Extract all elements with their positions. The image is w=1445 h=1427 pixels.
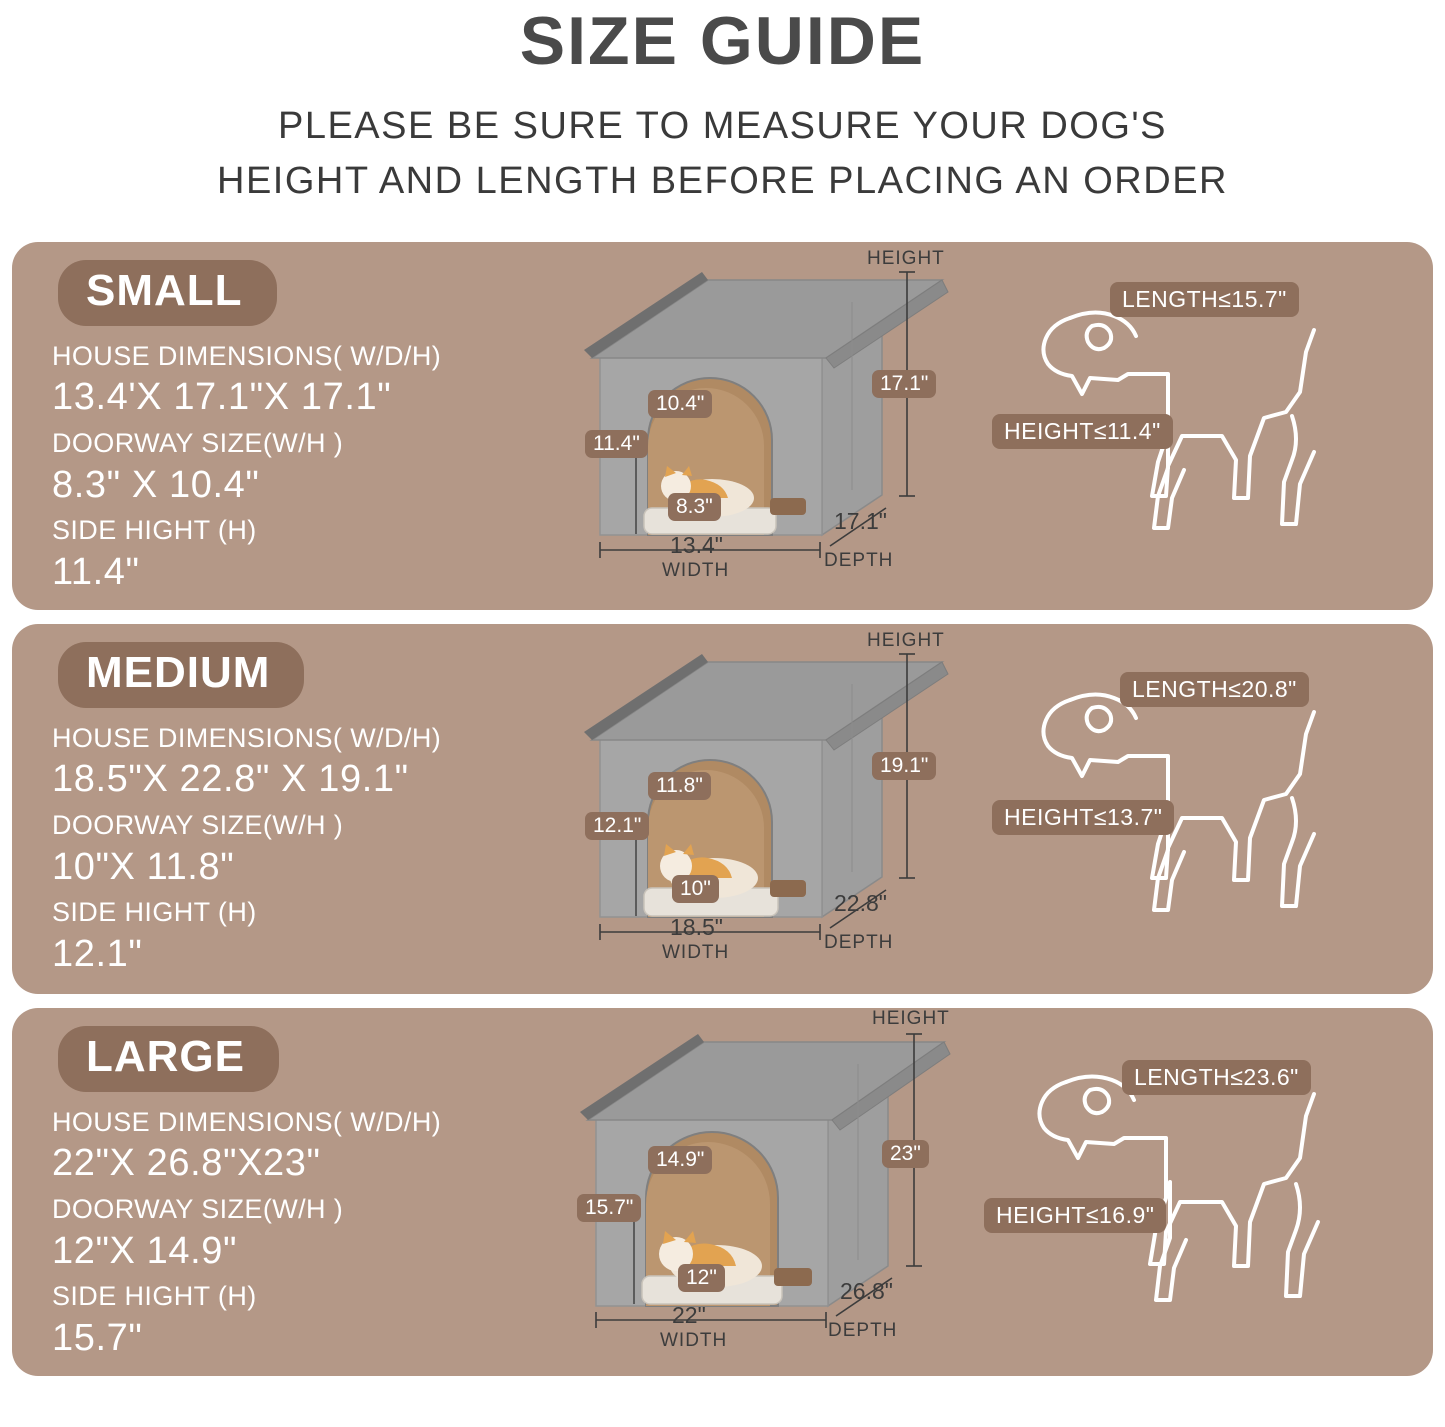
dog-illustration-medium <box>992 638 1412 978</box>
size-panel-small <box>12 242 1433 610</box>
dog-ear <box>1087 324 1111 348</box>
dog-outline <box>1039 1082 1314 1266</box>
width-axis-label-large: WIDTH <box>660 1329 728 1351</box>
house-illustration-large <box>552 1007 982 1366</box>
house-svg-large <box>552 1016 982 1356</box>
house-illustration-small <box>552 247 982 600</box>
doorway-size-label-large: DOORWAY SIZE(W/H ) <box>52 1193 344 1224</box>
spec-block-small <box>52 260 532 596</box>
depth-value-medium: 22.8" <box>834 889 887 916</box>
side-hight-value-medium: 12.1" <box>52 933 143 976</box>
header <box>0 0 1445 210</box>
dog-length-badge-small: LENGTH≤15.7" <box>1110 282 1299 317</box>
house-svg-small <box>552 247 982 590</box>
brand-tag <box>774 1268 812 1286</box>
height-value-small: 17.1" <box>872 370 936 398</box>
door-height-value-large: 14.9" <box>648 1146 712 1174</box>
side-height-value-small: 11.4" <box>585 430 648 458</box>
size-name-badge-small: SMALL <box>58 260 277 326</box>
side-height-value-medium: 12.1" <box>585 812 649 840</box>
dog-leg-rear <box>1286 1184 1318 1296</box>
spec-block-medium <box>52 642 532 978</box>
width-axis-label-medium: WIDTH <box>662 941 730 963</box>
side-hight-label-medium: SIDE HIGHT (H) <box>52 897 257 928</box>
width-axis-label-small: WIDTH <box>662 559 730 581</box>
depth-value-small: 17.1" <box>834 507 887 534</box>
size-panel-large <box>12 1008 1433 1376</box>
dog-height-badge-medium: HEIGHT≤13.7" <box>992 800 1174 835</box>
side-height-value-large: 15.7" <box>577 1194 641 1222</box>
spec-block-large <box>52 1026 532 1362</box>
house-dimensions-label-large: HOUSE DIMENSIONS( W/D/H) <box>52 1106 442 1137</box>
side-hight-label-large: SIDE HIGHT (H) <box>52 1281 257 1312</box>
doorway-size-value-medium: 10"X 11.8" <box>52 845 235 888</box>
dog-leg-rear <box>1282 798 1314 906</box>
side-hight-value-small: 11.4" <box>52 551 140 594</box>
width-value-small: 13.4" <box>670 531 723 558</box>
dog-length-badge-large: LENGTH≤23.6" <box>1122 1060 1311 1095</box>
house-illustration-medium <box>552 629 982 982</box>
page-title: SIZE GUIDE <box>519 3 926 79</box>
doorway-size-label-small: DOORWAY SIZE(W/H ) <box>52 427 344 458</box>
dog-length-badge-medium: LENGTH≤20.8" <box>1120 672 1309 707</box>
subtitle-line-1: PLEASE BE SURE TO MEASURE YOUR DOG'S <box>277 105 1168 148</box>
depth-value-large: 26.8" <box>840 1277 893 1304</box>
width-value-large: 22" <box>672 1301 706 1328</box>
brand-tag <box>770 498 806 515</box>
height-axis-label-small: HEIGHT <box>867 247 945 269</box>
subtitle-line-2: HEIGHT AND LENGTH BEFORE PLACING AN ORDER <box>217 160 1228 203</box>
depth-axis-label-medium: DEPTH <box>824 931 894 953</box>
dog-illustration-small <box>992 256 1412 596</box>
width-value-medium: 18.5" <box>670 913 723 940</box>
height-axis-label-large: HEIGHT <box>872 1007 950 1029</box>
size-name-badge-medium: MEDIUM <box>58 642 304 708</box>
house-dimensions-label-medium: HOUSE DIMENSIONS( W/D/H) <box>52 722 442 753</box>
doorway-size-value-small: 8.3" X 10.4" <box>52 463 260 506</box>
depth-axis-label-small: DEPTH <box>824 549 894 571</box>
dog-illustration-large <box>992 1022 1412 1362</box>
door-height-value-small: 10.4" <box>648 390 712 418</box>
dog-ear <box>1087 706 1111 730</box>
brand-tag <box>770 880 806 897</box>
dog-outline <box>1043 318 1314 498</box>
height-value-large: 23" <box>882 1140 929 1168</box>
house-dimensions-label-small: HOUSE DIMENSIONS( W/D/H) <box>52 340 442 371</box>
size-panel-medium <box>12 624 1433 994</box>
depth-axis-label-large: DEPTH <box>828 1319 898 1341</box>
dog-outline <box>1043 700 1314 880</box>
door-width-value-small: 8.3" <box>668 493 721 521</box>
door-width-value-large: 12" <box>678 1264 725 1292</box>
house-dimensions-value-small: 13.4'X 17.1"X 17.1" <box>52 376 392 419</box>
dog-height-badge-small: HEIGHT≤11.4" <box>992 414 1173 449</box>
door-height-value-medium: 11.8" <box>648 772 711 800</box>
house-dimensions-value-large: 22"X 26.8"X23" <box>52 1142 321 1185</box>
dog-ear <box>1085 1088 1109 1112</box>
dog-height-badge-large: HEIGHT≤16.9" <box>984 1198 1166 1233</box>
dog-leg-rear <box>1282 416 1314 524</box>
door-width-value-medium: 10" <box>672 875 719 903</box>
side-hight-value-large: 15.7" <box>52 1317 143 1360</box>
side-hight-label-small: SIDE HIGHT (H) <box>52 515 257 546</box>
size-name-badge-large: LARGE <box>58 1026 279 1092</box>
house-dimensions-value-medium: 18.5"X 22.8" X 19.1" <box>52 758 409 801</box>
height-value-medium: 19.1" <box>872 752 936 780</box>
doorway-size-label-medium: DOORWAY SIZE(W/H ) <box>52 809 344 840</box>
page-subtitle <box>88 99 1358 209</box>
house-svg-medium <box>552 629 982 972</box>
height-axis-label-medium: HEIGHT <box>867 629 945 651</box>
doorway-size-value-large: 12"X 14.9" <box>52 1229 238 1272</box>
